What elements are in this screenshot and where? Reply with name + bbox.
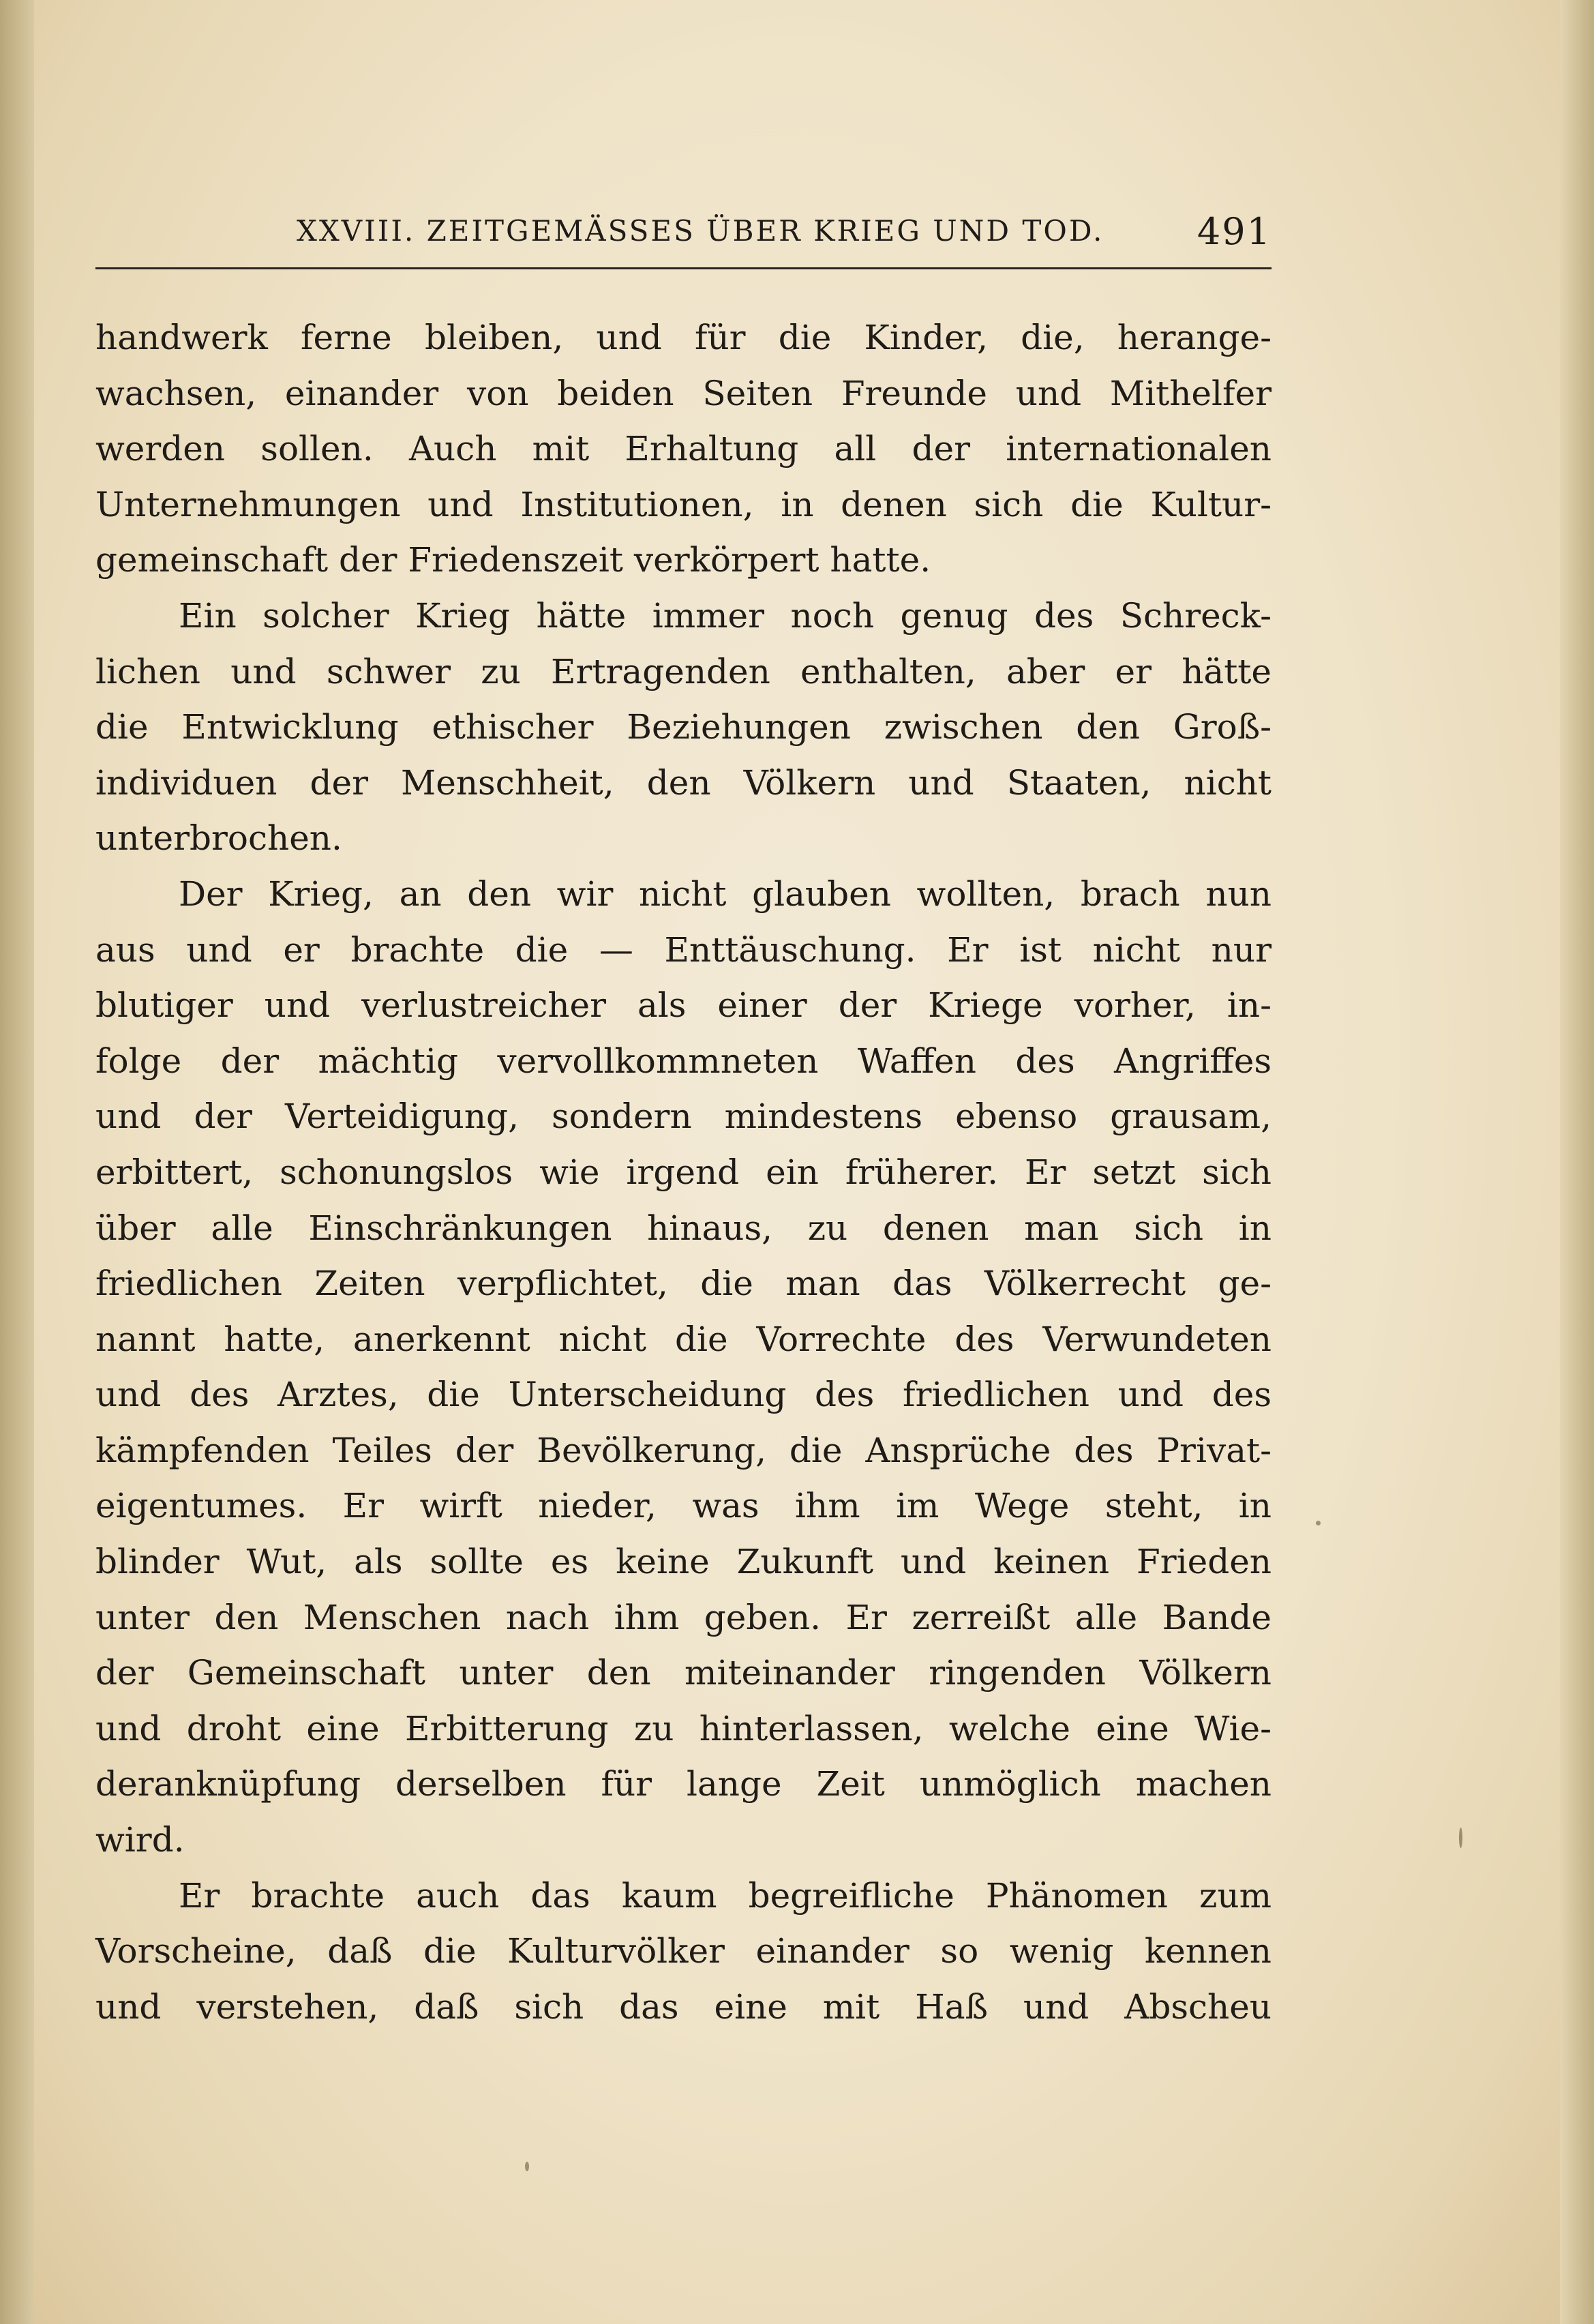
text-line: werden sollen. Auch mit Erhaltung all der internationalen	[95, 429, 1272, 469]
text-line: unterbrochen.	[95, 818, 342, 859]
paper-speck	[1459, 1828, 1462, 1848]
paragraph-first-line: Der Krieg, an den wir nicht glauben wollten, brach nun	[179, 874, 1272, 914]
text-line: aus und er brachte die — Enttäuschung. Er ist nicht nur	[95, 929, 1272, 970]
paper-speck	[525, 2162, 529, 2171]
text-line: der Gemeinschaft unter den miteinander ringenden Völkern	[95, 1653, 1272, 1693]
text-line: handwerk ferne bleiben, und für die Kinder, die, herange-	[95, 318, 1272, 357]
paper-speck	[1316, 1521, 1321, 1525]
text-line: Unternehmungen und Institutionen, in denen sich die Kultur-	[95, 484, 1272, 524]
running-head: XXVIII. ZEITGEMÄSSES ÜBER KRIEG UND TOD.	[297, 214, 1104, 248]
text-line: lichen und schwer zu Ertragenden enthalten, aber er hätte	[95, 651, 1272, 691]
text-line: über alle Einschränkungen hinaus, zu denen man sich in	[95, 1208, 1272, 1248]
text-line: nannt hatte, anerkennt nicht die Vorrechte des Verwundeten	[95, 1319, 1272, 1359]
text-line: und des Arztes, die Unterscheidung des friedlichen und des	[95, 1375, 1272, 1415]
text-line: blinder Wut, als sollte es keine Zukunft und keinen Frieden	[95, 1542, 1272, 1582]
text-line: erbittert, schonungslos wie irgend ein früherer. Er setzt sich	[95, 1152, 1272, 1192]
page-edge-right	[1560, 0, 1594, 2324]
text-line: und verstehen, daß sich das eine mit Haß und Abscheu	[95, 1986, 1272, 2027]
text-line: folge der mächtig vervollkommneten Waffen des Angriffes	[95, 1041, 1272, 1081]
page-edge-left	[0, 0, 34, 2324]
text-line: kämpfenden Teiles der Bevölkerung, die Ansprüche des Privat-	[95, 1430, 1272, 1470]
body-text	[95, 310, 1272, 2035]
text-line: und der Verteidigung, sondern mindestens ebenso grausam,	[95, 1097, 1272, 1137]
text-line: unter den Menschen nach ihm geben. Er zerreißt alle Bande	[95, 1597, 1272, 1637]
text-line: friedlichen Zeiten verpflichtet, die man das Völkerrecht ge-	[95, 1264, 1272, 1304]
page-number: 491	[1197, 210, 1272, 253]
text-line: die Entwicklung ethischer Beziehungen zwischen den Groß-	[95, 707, 1272, 747]
paragraph-first-line: Ein solcher Krieg hätte immer noch genug des Schreck-	[179, 595, 1272, 636]
text-line: wachsen, einander von beiden Seiten Freunde und Mithelfer	[95, 373, 1272, 413]
page-header	[95, 205, 1272, 269]
text-line: gemeinschaft der Friedenszeit verkörpert hatte.	[95, 540, 931, 580]
paragraph-first-line: Er brachte auch das kaum begreifliche Phänomen zum	[179, 1875, 1272, 1916]
text-line: und droht eine Erbitterung zu hinterlassen, welche eine Wie-	[95, 1708, 1272, 1748]
text-line: deranknüpfung derselben für lange Zeit unmöglich machen	[95, 1764, 1272, 1804]
text-line: blutiger und verlustreicher als einer der Kriege vorher, in-	[95, 985, 1272, 1026]
text-line: individuen der Menschheit, den Völkern und Staaten, nicht	[95, 762, 1272, 803]
text-line: Vorscheine, daß die Kulturvölker einander so wenig kennen	[95, 1931, 1272, 1971]
text-line: eigentumes. Er wirft nieder, was ihm im Wege steht, in	[95, 1486, 1272, 1526]
text-line: wird.	[95, 1820, 185, 1860]
